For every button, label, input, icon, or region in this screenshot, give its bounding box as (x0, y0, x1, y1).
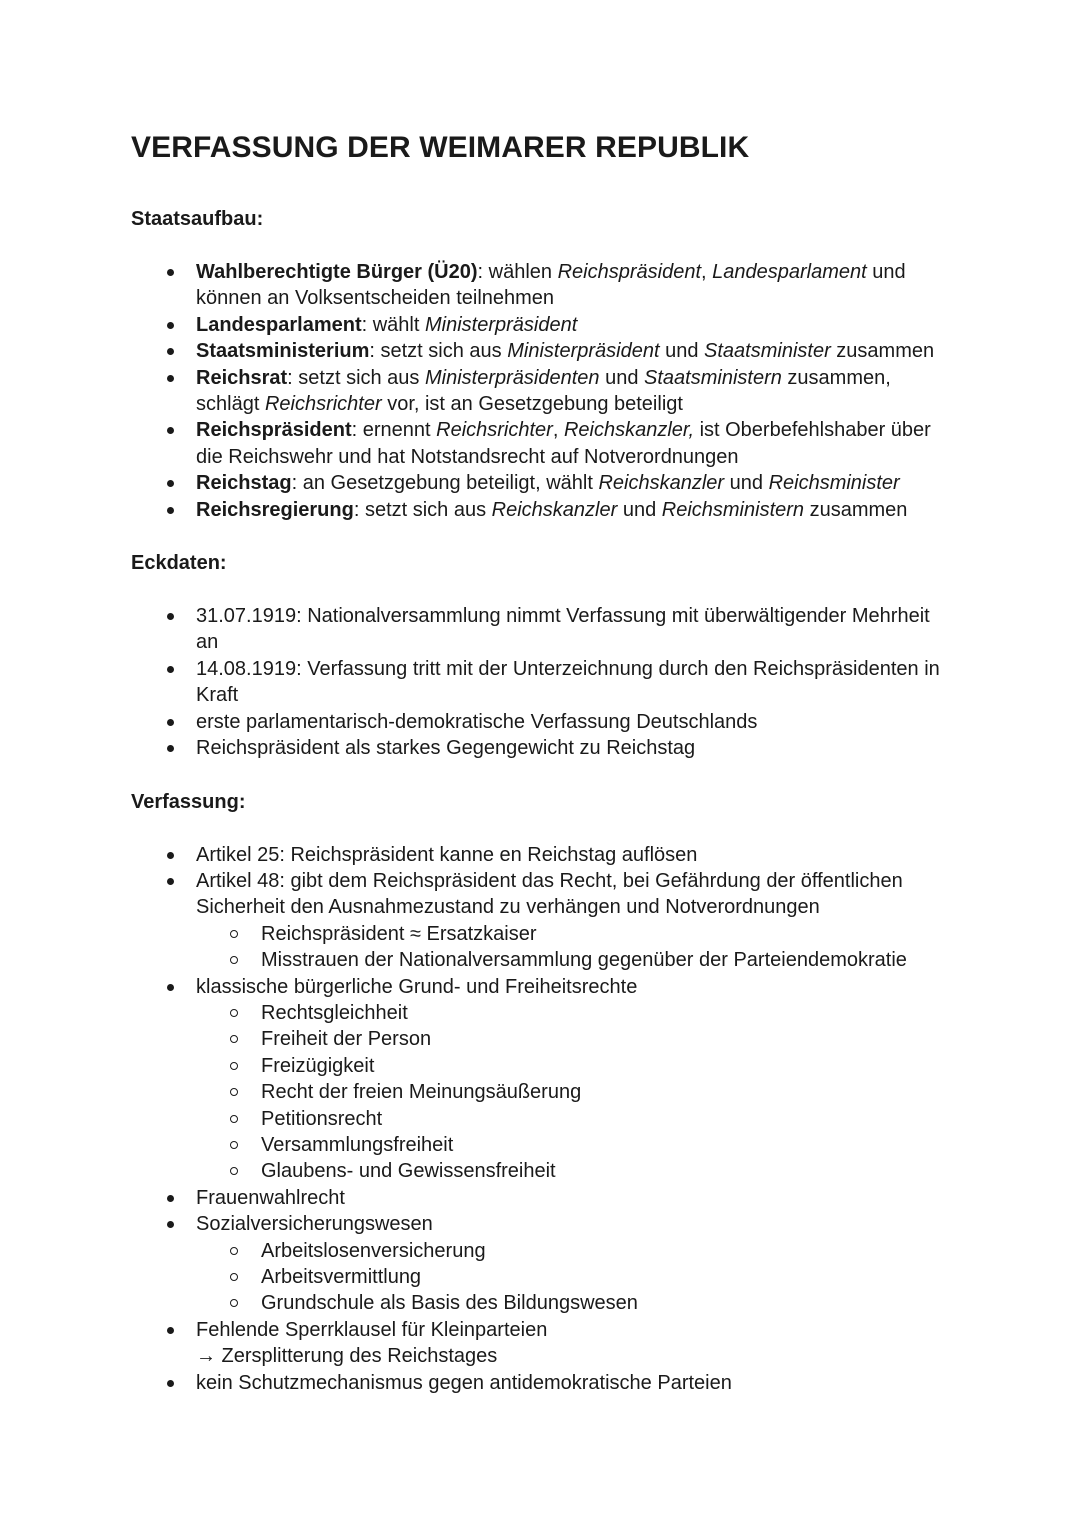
sub-list-item: Arbeitslosenversicherung (261, 1238, 950, 1264)
item-consequence: → Zersplitterung des Reichstages (196, 1345, 498, 1368)
item-emphasis: Ministerpräsident (424, 313, 578, 336)
list-item (196, 1317, 950, 1370)
item-text: : wählt (361, 313, 425, 336)
list-item (196, 1185, 950, 1211)
sub-list-item: Versammlungsfreiheit (261, 1132, 950, 1158)
list-item (196, 974, 950, 1185)
item-emphasis: Staatsministern (644, 366, 782, 389)
section-heading-staatsaufbau: Staatsaufbau: (131, 208, 264, 230)
list-item (196, 497, 950, 523)
term: Reichstag (196, 472, 292, 495)
item-text: und können an Volksentscheiden teilnehmen (196, 261, 906, 310)
term: Staatsministerium (196, 340, 370, 363)
list-item: 14.08.1919: Verfassung tritt mit der Unterzeichnung durch den Reichspräsidenten in Kraft (196, 656, 950, 709)
item-text: : setzt sich aus (353, 498, 492, 521)
art48-sublist (196, 921, 950, 974)
item-text: Fehlende Sperrklausel für Kleinparteien (196, 1318, 548, 1341)
page-title: VERFASSUNG DER WEIMARER REPUBLIK (131, 131, 750, 164)
list-item (196, 312, 950, 338)
section-heading-eckdaten: Eckdaten: (131, 552, 227, 575)
term: Landesparlament (196, 313, 362, 336)
item-emphasis: Landesparlament (712, 261, 867, 283)
list-item: erste parlamentarisch-demokratische Verfassung Deutschlands (196, 709, 950, 735)
item-text: und (724, 472, 769, 495)
item-emphasis: Reichsrichter (264, 393, 382, 416)
item-emphasis: Reichspräsident (557, 261, 702, 283)
item-text: , (552, 419, 564, 442)
item-emphasis: Reichskanzler, (563, 419, 695, 442)
sub-list-item: Recht der freien Meinungsäußerung (261, 1079, 950, 1105)
section-heading-verfassung: Verfassung: (131, 790, 246, 813)
list-item: Reichspräsident als starkes Gegengewicht zu Reichstag (196, 735, 950, 761)
sub-list-item: Misstrauen der Nationalversammlung gegenüber der Parteiendemokratie (261, 947, 950, 973)
item-text: Frauenwahlrecht (196, 1186, 345, 1209)
item-emphasis: Reichsministern (661, 498, 805, 521)
item-emphasis: Staatsminister (704, 340, 831, 363)
list-item (196, 842, 950, 868)
item-text: : wählen (477, 261, 558, 283)
sub-list-item: Rechtsgleichheit (261, 1000, 950, 1026)
sozial-sublist (196, 1238, 950, 1317)
item-emphasis: Ministerpräsident (507, 340, 660, 363)
item-text: kein Schutzmechanismus gegen antidemokratische Parteien (196, 1371, 732, 1394)
sub-list-item: Freiheit der Person (261, 1026, 950, 1052)
item-text: : setzt sich aus (369, 340, 508, 363)
list-item (196, 338, 950, 364)
item-emphasis: Ministerpräsidenten (425, 366, 600, 389)
list-item (196, 259, 950, 312)
item-text: und (599, 366, 645, 389)
term: Wahlberechtigte Bürger (Ü20) (196, 261, 478, 283)
sub-list-item: Reichspräsident ≈ Ersatzkaiser (261, 921, 950, 947)
sub-list-item: Freizügigkeit (261, 1053, 950, 1079)
item-text: : setzt sich aus (287, 366, 425, 389)
staatsaufbau-list (131, 259, 950, 523)
item-text: und (617, 498, 662, 521)
verfassung-list (131, 842, 950, 1397)
item-text: zusammen, schlägt (196, 366, 891, 416)
list-item (196, 365, 950, 418)
item-emphasis: Reichskanzler (491, 498, 618, 521)
sub-list-item: Glaubens- und Gewissensfreiheit (261, 1158, 950, 1184)
list-item: 31.07.1919: Nationalversammlung nimmt Verfassung mit überwältigender Mehrheit an (196, 603, 950, 656)
item-emphasis: Reichskanzler (598, 472, 725, 495)
item-text: klassische bürgerliche Grund- und Freiheitsrechte (196, 975, 638, 998)
list-item (196, 1211, 950, 1317)
item-text: Sozialversicherungswesen (196, 1213, 433, 1236)
sub-list-item: Grundschule als Basis des Bildungswesen (261, 1290, 950, 1316)
item-text: und (659, 340, 705, 363)
eckdaten-list (131, 603, 950, 761)
list-item (196, 1370, 950, 1396)
list-item (196, 417, 950, 470)
term: Reichsrat (196, 366, 288, 389)
list-item (196, 470, 950, 496)
item-emphasis: Reichsrichter (436, 419, 553, 442)
item-text: zusammen (830, 340, 935, 363)
item-text: : ernennt (351, 419, 437, 442)
item-text: Artikel 48: gibt dem Reichspräsident das Recht, bei Gefährdung der öffentlichen Sicherheit den Ausnahmezustand zu verhängen und Notverordnungen (196, 869, 903, 919)
item-text: , (701, 261, 713, 283)
grundrechte-sublist (196, 1000, 950, 1185)
item-text: : an Gesetzgebung beteiligt, wählt (291, 472, 599, 495)
sub-list-item: Petitionsrecht (261, 1106, 950, 1132)
item-text: Artikel 25: Reichspräsident kanne en Reichstag auflösen (196, 843, 698, 866)
list-item (196, 868, 950, 974)
term: Reichspräsident (196, 419, 352, 442)
item-text: vor, ist an Gesetzgebung beteiligt (381, 393, 683, 416)
term: Reichsregierung (196, 498, 354, 521)
item-emphasis: Reichsminister (768, 472, 900, 495)
item-text: ist Oberbefehlshaber über die Reichswehr und hat Notstandsrecht auf Notverordnungen (196, 419, 931, 468)
item-text: zusammen (804, 498, 908, 521)
sub-list-item: Arbeitsvermittlung (261, 1264, 950, 1290)
